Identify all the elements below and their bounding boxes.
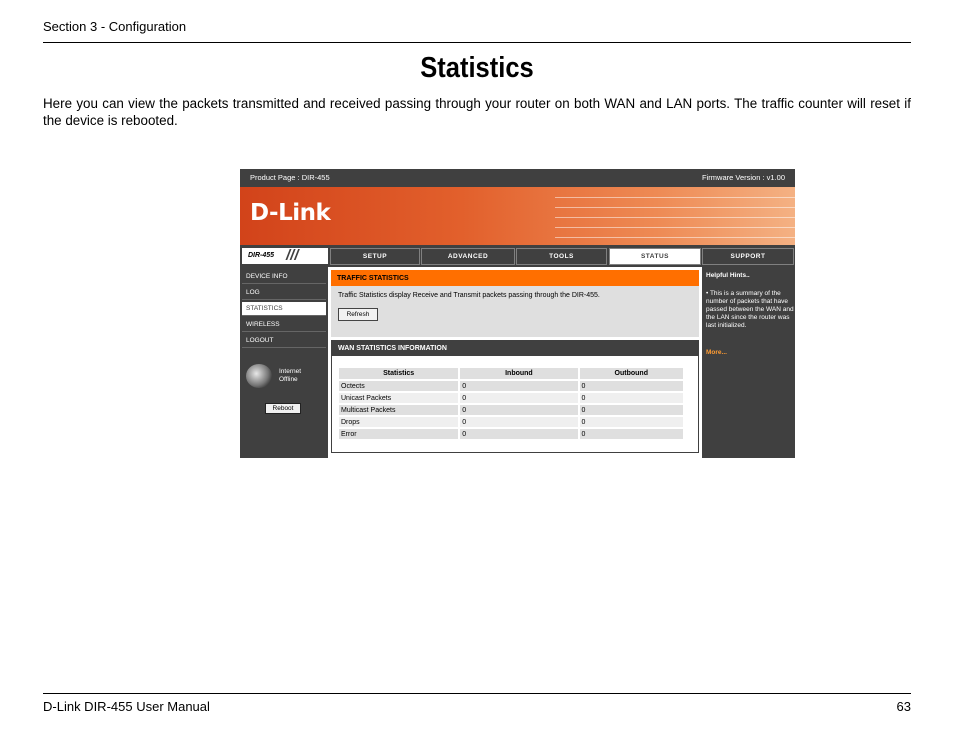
col-outbound: Outbound bbox=[580, 368, 683, 379]
tab-support[interactable]: SUPPORT bbox=[702, 248, 794, 265]
row-label: Unicast Packets bbox=[339, 393, 458, 403]
col-statistics: Statistics bbox=[339, 368, 458, 379]
product-page-label: Product Page : DIR-455 bbox=[250, 173, 330, 182]
table-header-row bbox=[339, 368, 683, 379]
brand-banner bbox=[240, 187, 795, 245]
tab-setup[interactable]: SETUP bbox=[330, 248, 420, 265]
row-outbound: 0 bbox=[580, 417, 683, 427]
row-label: Error bbox=[339, 429, 458, 439]
hints-title: Helpful Hints.. bbox=[706, 272, 750, 279]
nav-wireless[interactable]: WIRELESS bbox=[242, 318, 326, 332]
traffic-statistics-description: Traffic Statistics display Receive and Transmit packets passing through the DIR-455. bbox=[338, 292, 600, 299]
row-label: Multicast Packets bbox=[339, 405, 458, 415]
row-inbound: 0 bbox=[460, 417, 577, 427]
row-outbound: 0 bbox=[580, 393, 683, 403]
section-header: Section 3 - Configuration bbox=[43, 19, 187, 34]
nav-log[interactable]: LOG bbox=[242, 286, 326, 300]
nav-device-info[interactable]: DEVICE INFO bbox=[242, 270, 326, 284]
footer-page-number: 63 bbox=[896, 699, 911, 714]
internet-status: Internet Offline bbox=[279, 368, 302, 383]
wan-statistics-title: WAN STATISTICS INFORMATION bbox=[332, 341, 698, 356]
firmware-version-label: Firmware Version : v1.00 bbox=[702, 173, 785, 182]
traffic-statistics-title: TRAFFIC STATISTICS bbox=[331, 270, 699, 286]
header-rule bbox=[43, 42, 911, 43]
table-row bbox=[339, 381, 683, 391]
nav-statistics[interactable]: STATISTICS bbox=[242, 302, 326, 316]
model-badge: DIR-455 /// bbox=[242, 248, 328, 264]
internet-globe-icon bbox=[246, 364, 272, 388]
row-inbound: 0 bbox=[460, 405, 577, 415]
row-label: Drops bbox=[339, 417, 458, 427]
footer-rule bbox=[43, 693, 911, 694]
refresh-button[interactable]: Refresh bbox=[338, 308, 378, 321]
slashes-decoration: /// bbox=[286, 247, 299, 264]
tab-tools[interactable]: TOOLS bbox=[516, 248, 607, 265]
row-outbound: 0 bbox=[580, 381, 683, 391]
row-label: Octects bbox=[339, 381, 458, 391]
row-inbound: 0 bbox=[460, 393, 577, 403]
row-inbound: 0 bbox=[460, 429, 577, 439]
reboot-button[interactable]: Reboot bbox=[265, 403, 301, 414]
row-outbound: 0 bbox=[580, 429, 683, 439]
page-title: Statistics bbox=[420, 52, 534, 84]
row-outbound: 0 bbox=[580, 405, 683, 415]
nav-logout[interactable]: LOGOUT bbox=[242, 334, 326, 348]
hints-text: • This is a summary of the number of packets that have passed between the WAN and the LAN since the router was last initialized. bbox=[706, 290, 794, 329]
top-navigation bbox=[240, 246, 795, 267]
router-screenshot bbox=[240, 169, 795, 458]
dlink-logo: D-Link bbox=[250, 200, 331, 226]
product-bar bbox=[240, 169, 795, 187]
col-inbound: Inbound bbox=[460, 368, 577, 379]
footer-manual-title: D-Link DIR-455 User Manual bbox=[43, 699, 210, 714]
intro-paragraph: Here you can view the packets transmitted and received passing through your router on both WAN and LAN ports. The traffic counter will reset if the device is rebooted. bbox=[43, 96, 911, 128]
table-row bbox=[339, 405, 683, 415]
hints-more-link[interactable]: More... bbox=[706, 349, 727, 356]
tab-advanced[interactable]: ADVANCED bbox=[421, 248, 515, 265]
traffic-statistics-box bbox=[331, 270, 699, 337]
row-inbound: 0 bbox=[460, 381, 577, 391]
table-row bbox=[339, 429, 683, 439]
main-content bbox=[328, 267, 702, 458]
wan-statistics-box bbox=[331, 340, 699, 453]
wan-statistics-table bbox=[337, 366, 685, 441]
table-row bbox=[339, 417, 683, 427]
tab-status[interactable]: STATUS bbox=[609, 248, 701, 265]
left-navigation bbox=[240, 267, 328, 458]
table-row bbox=[339, 393, 683, 403]
helpful-hints-panel bbox=[703, 267, 795, 458]
